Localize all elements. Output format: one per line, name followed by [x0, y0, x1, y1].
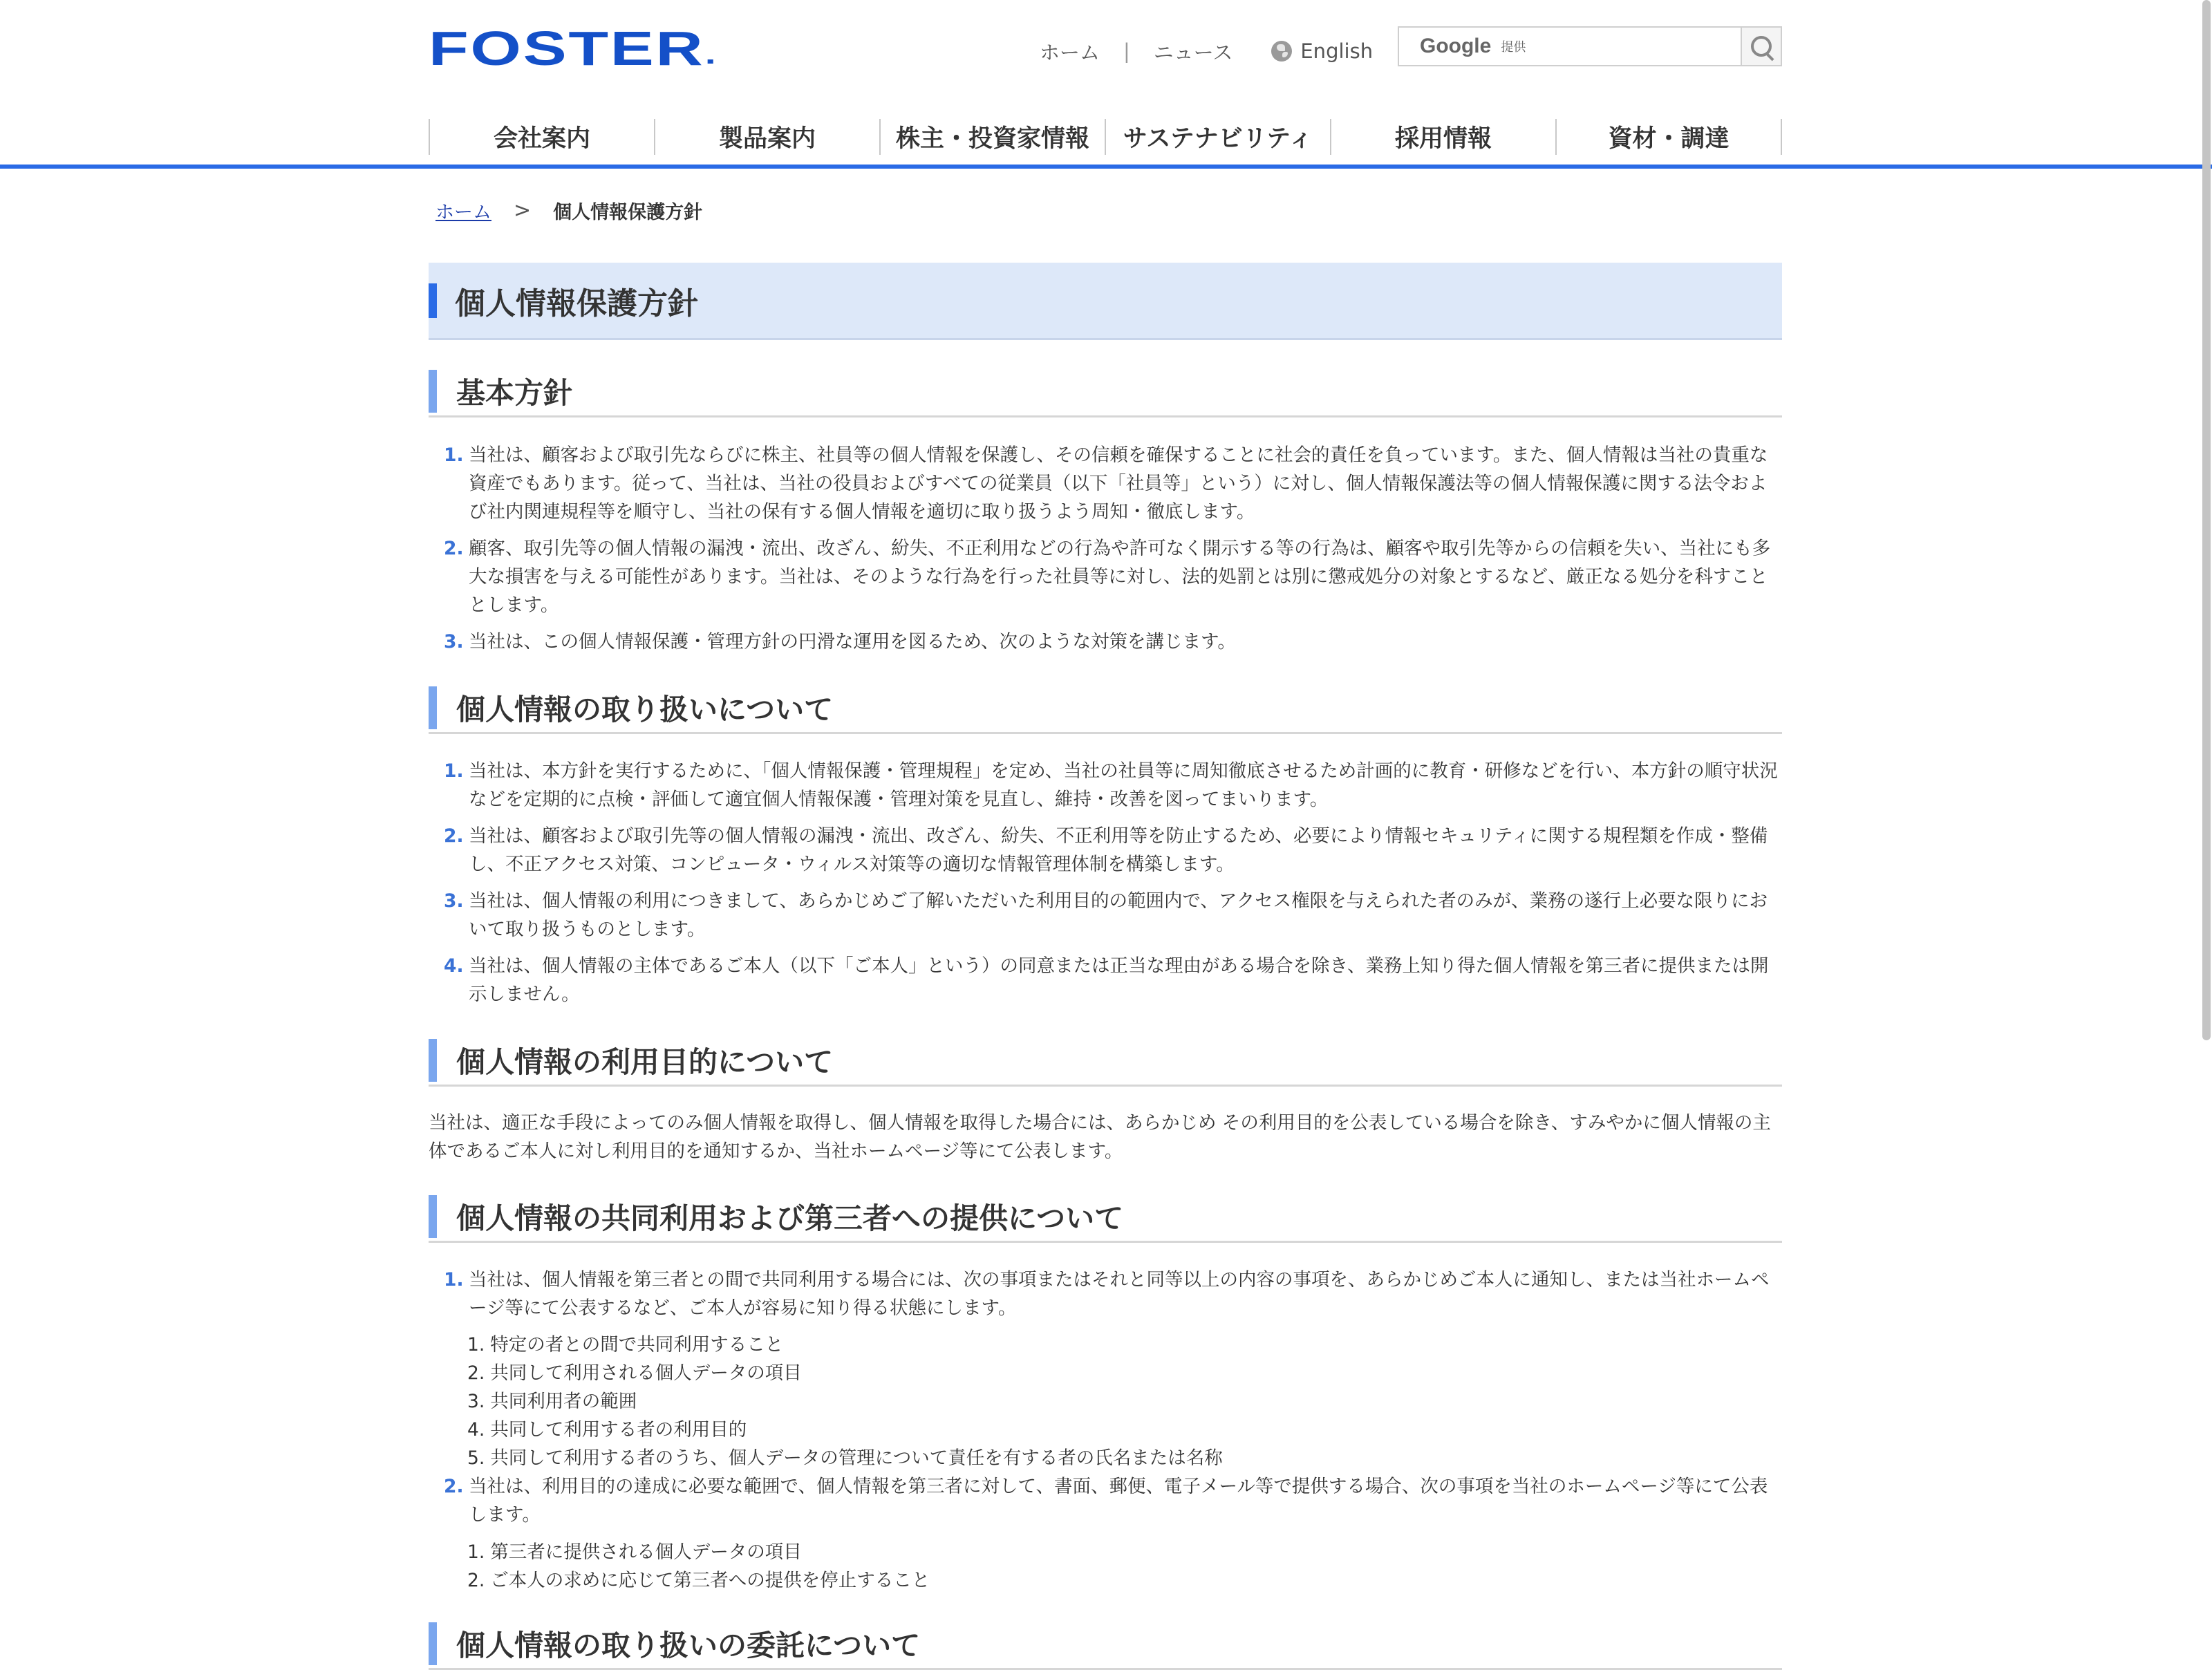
- item-number: 2.: [444, 825, 464, 847]
- sub-list-item: [467, 1387, 637, 1416]
- section-heading-basic-policy: [429, 366, 1782, 418]
- scrollbar-thumb[interactable]: [2202, 0, 2211, 1040]
- sub-list-item: [467, 1538, 802, 1566]
- globe-icon: [1271, 41, 1292, 62]
- list-item: [444, 441, 1782, 526]
- item-text: 当社は、個人情報を第三者との間で共同利用する場合には、次の事項またはそれと同等以上の内容の事項を、あらかじめご本人に通知し、または当社ホームページ等にて公表するなど、ご本人が容易に知り得る状態にします。: [469, 1269, 1770, 1319]
- page-title-text: 個人情報保護方針: [455, 285, 698, 321]
- section-heading-text: 個人情報の取り扱いの委託について: [456, 1628, 921, 1662]
- section-heading-text: 個人情報の共同利用および第三者への提供について: [456, 1201, 1124, 1235]
- sub-item-number: 4.: [467, 1419, 485, 1441]
- nav-products[interactable]: 製品案内: [654, 119, 879, 155]
- item-number: 1.: [444, 444, 464, 466]
- list-item: [444, 887, 1782, 944]
- sub-item-number: 2.: [467, 1362, 485, 1384]
- sub-item-number: 5.: [467, 1447, 485, 1469]
- section-heading-text: 個人情報の利用目的について: [456, 1044, 834, 1079]
- list-item: [444, 628, 1782, 656]
- item-text: 当社は、顧客および取引先ならびに株主、社員等の個人情報を保護し、その信頼を確保することに社会的責任を負っています。また、個人情報は当社の貴重な資産でもあります。従って、当社は、当社の役員およびすべての従業員（以下「社員等」という）に対し、個人情報保護法等の個人情報保護に関する法令および社内関連規程等を順守し、当社の保有する個人情報を適切に取り扱うよう周知・徹底します。: [469, 444, 1768, 523]
- section-heading-text: 個人情報の取り扱いについて: [456, 692, 834, 726]
- section-heading-purpose: [429, 1035, 1782, 1087]
- list-item: [444, 757, 1782, 814]
- sub-item-number: 2.: [467, 1570, 485, 1591]
- breadcrumb-home-link[interactable]: ホーム: [435, 201, 491, 223]
- sub-item-text: 共同利用者の範囲: [490, 1391, 637, 1412]
- site-search: [1398, 26, 1782, 66]
- sub-list-item: [467, 1566, 930, 1595]
- header-divider: [0, 165, 2212, 169]
- nav-investors[interactable]: 株主・投資家情報: [879, 119, 1105, 155]
- sub-item-text: 特定の者との間で共同利用すること: [490, 1334, 784, 1355]
- section-heading-sharing: [429, 1192, 1782, 1243]
- item-number: 3.: [444, 890, 464, 912]
- logo-text: FOSTER: [429, 21, 705, 75]
- google-provided-label: 提供: [1501, 40, 1526, 55]
- item-number: 4.: [444, 955, 464, 977]
- sub-item-text: 共同して利用する者の利用目的: [490, 1419, 747, 1441]
- nav-company[interactable]: 会社案内: [429, 119, 654, 155]
- sub-list-item: [467, 1416, 747, 1444]
- list-item: [444, 952, 1782, 1008]
- sub-item-text: 共同して利用する者のうち、個人データの管理について責任を有する者の氏名または名称: [490, 1447, 1223, 1469]
- item-text: 当社は、顧客および取引先等の個人情報の漏洩・流出、改ざん、紛失、不正利用等を防止するため、必要により情報セキュリティに関する規程類を作成・整備し、不正アクセス対策、コンピュータ・ウィルス対策等の適切な情報管理体制を構築します。: [469, 825, 1768, 875]
- sub-item-number: 3.: [467, 1391, 485, 1412]
- nav-recruit[interactable]: 採用情報: [1330, 119, 1555, 155]
- sub-item-text: ご本人の求めに応じて第三者への提供を停止すること: [490, 1570, 930, 1591]
- item-number: 1.: [444, 760, 464, 782]
- search-input[interactable]: [1398, 26, 1741, 66]
- sub-list-item: [467, 1359, 802, 1387]
- nav-sustainability[interactable]: サステナビリティ: [1105, 119, 1330, 155]
- breadcrumb: [435, 196, 702, 224]
- search-icon: [1751, 36, 1772, 57]
- search-button[interactable]: [1741, 26, 1782, 66]
- page-title: [429, 263, 1782, 340]
- sub-item-text: 第三者に提供される個人データの項目: [490, 1541, 802, 1563]
- sub-item-text: 共同して利用される個人データの項目: [490, 1362, 802, 1384]
- item-text: 当社は、この個人情報保護・管理方針の円滑な運用を図るため、次のような対策を講じます。: [469, 631, 1236, 653]
- breadcrumb-separator: >: [514, 198, 532, 223]
- global-nav: [429, 119, 1782, 155]
- logo-dot: [708, 59, 713, 64]
- utility-news-link[interactable]: ニュース: [1153, 40, 1233, 64]
- utility-home-link[interactable]: ホーム: [1040, 40, 1100, 64]
- item-number: 2.: [444, 538, 464, 559]
- list-item: [444, 1266, 1782, 1322]
- section-heading-handling: [429, 683, 1782, 734]
- item-number: 3.: [444, 631, 464, 653]
- list-item: [444, 822, 1782, 879]
- list-item: [444, 534, 1782, 619]
- item-text: 当社は、個人情報の主体であるご本人（以下「ご本人」という）の同意または正当な理由がある場合を除き、業務上知り得た個人情報を第三者に提供または開示しません。: [469, 955, 1769, 1005]
- item-text: 顧客、取引先等の個人情報の漏洩・流出、改ざん、紛失、不正利用などの行為や許可なく開示する等の行為は、顧客や取引先等からの信頼を失い、当社にも多大な損害を与える可能性があります。当社は、そのような行為を行った社員等に対し、法的処罰とは別に懲戒処分の対象とするなど、厳正なる処分を科すこととします。: [469, 538, 1771, 616]
- breadcrumb-current: 個人情報保護方針: [553, 201, 703, 223]
- list-item: [444, 1472, 1782, 1529]
- item-number: 1.: [444, 1269, 464, 1291]
- section-paragraph: 当社は、適正な手段によってのみ個人情報を取得し、個人情報を取得した場合には、あらかじめ その利用目的を公表している場合を除き、すみやかに個人情報の主体であるご本人に対し利用目的を通知するか、当社ホームページ等にて公表します。: [429, 1112, 1771, 1162]
- sub-item-number: 1.: [467, 1541, 485, 1563]
- nav-procurement[interactable]: 資材・調達: [1555, 119, 1782, 155]
- item-number: 2.: [444, 1476, 464, 1497]
- sub-list-item: [467, 1331, 783, 1359]
- section-heading-outsourcing: [429, 1619, 1782, 1670]
- sub-list-item: [467, 1444, 1223, 1472]
- section-heading-text: 基本方針: [456, 375, 573, 410]
- item-text: 当社は、本方針を実行するために、「個人情報保護・管理規程」を定め、当社の社員等に周知徹底させるため計画的に教育・研修などを行い、本方針の順守状況などを定期的に点検・評価して適宜個人情報保護・管理対策を見直し、維持・改善を図ってまいります。: [469, 760, 1778, 810]
- foster-logo[interactable]: [429, 21, 713, 75]
- utility-nav: [1040, 36, 1373, 66]
- sub-item-number: 1.: [467, 1334, 485, 1355]
- google-brand: Google: [1420, 35, 1492, 57]
- utility-separator: |: [1123, 39, 1130, 63]
- english-link[interactable]: English: [1300, 39, 1374, 63]
- item-text: 当社は、個人情報の利用につきまして、あらかじめご了解いただいた利用目的の範囲内で、アクセス権限を与えられた者のみが、業務の遂行上必要な限りにおいて取り扱うものとします。: [469, 890, 1768, 940]
- item-text: 当社は、利用目的の達成に必要な範囲で、個人情報を第三者に対して、書面、郵便、電子メール等で提供する場合、次の事項を当社のホームページ等にて公表します。: [469, 1476, 1768, 1526]
